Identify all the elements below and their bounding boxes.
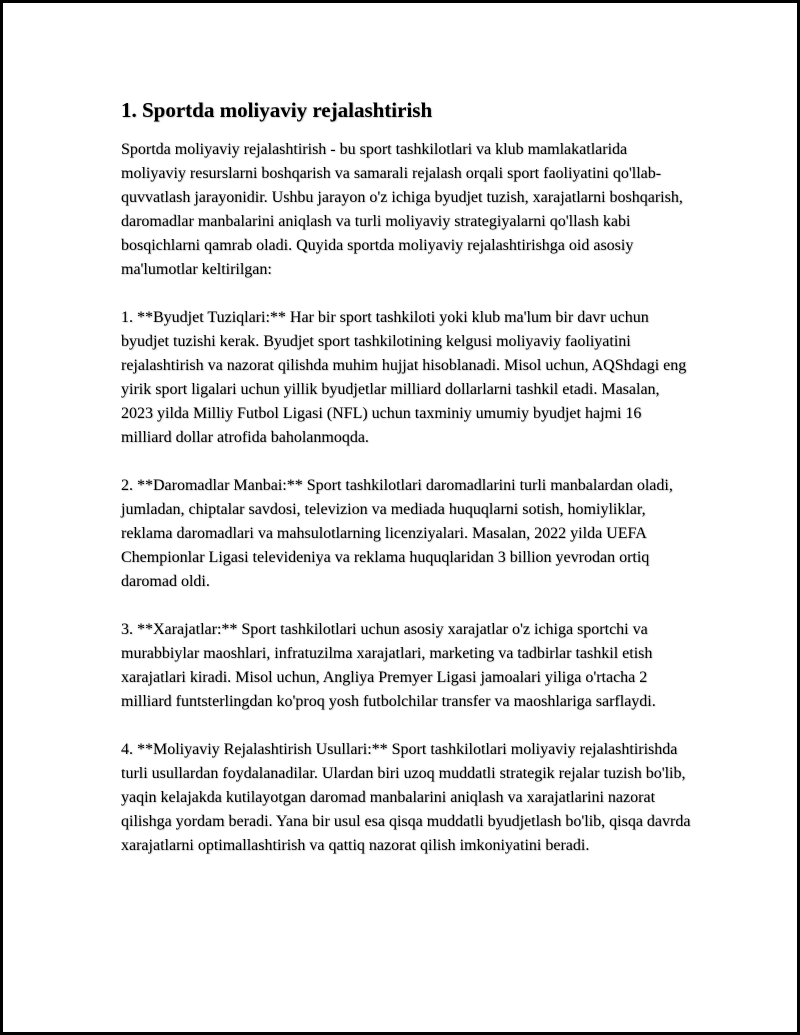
intro-paragraph: Sportda moliyaviy rejalashtirish - bu sport tashkilotlari va klub mamlakatlarida moliyaviy resurslarni boshqarish va samarali rejalash orqali sport faoliyatini qo'llab-quvvatlash jarayonidir. Ushbu jarayon o'z ichiga byudjet tuzish, xarajatlarni boshqarish, daromadlar manbalarini aniqlash va turli moliyaviy strategiyalarni qo'llash kabi bosqichlarni qamrab oladi. Quyida sportda moliyaviy rejalashtirishga oid asosiy ma'lumotlar keltirilgan: (121, 141, 683, 278)
expenses-paragraph: 3. **Xarajatlar:** Sport tashkilotlari uchun asosiy xarajatlar o'z ichiga sportchi va murabbiylar maoshlari, infratuzilma xarajatlari, marketing va tadbirlar tashkil etish xarajatlari kiradi. Misol uchun, Angliya Premyer Ligasi jamoalari yiliga o'rtacha 2 milliard funtsterlingdan ko'proq yosh futbolchilar transfer va maoshlariga sarflaydi. (121, 621, 656, 710)
income-sources-paragraph: 2. **Daromadlar Manbai:** Sport tashkilotlari daromadlarini turli manbalardan oladi, jumladan, chiptalar savdosi, televizion va mediada huquqlarni sotish, homiyliklar, reklama daromadlari va mahsulotlarning licenziyalari. Masalan, 2022 yilda UEFA Chempionlar Ligasi televideniya va reklama huquqlaridan 3 billion yevrodan ortiq daromad oldi. (121, 477, 673, 590)
section-heading: 1. Sportda moliyaviy rejalashtirish (121, 98, 433, 122)
document-body (121, 96, 695, 882)
planning-methods-paragraph: 4. **Moliyaviy Rejalashtirish Usullari:** Sport tashkilotlari moliyaviy rejalashtirishda turli usullardan foydalanadilar. Ulardan biri uzoq muddatli strategik rejalar tuzish bo'lib, yaqin kelajakda kutilayotgan daromad manbalarini aniqlash va xarajatlarini nazorat qilishga yordam beradi. Yana bir usul esa qisqa muddatli byudjetlash bo'lib, qisqa davrda xarajatlarni optimallashtirish va qattiq nazorat qilish imkoniyatini beradi. (121, 741, 691, 854)
budget-paragraph: 1. **Byudjet Tuziqlari:** Har bir sport tashkiloti yoki klub ma'lum bir davr uchun byudjet tuzishi kerak. Byudjet sport tashkilotining kelgusi moliyaviy faoliyatini rejalashtirish va nazorat qilishda muhim hujjat hisoblanadi. Misol uchun, AQShdagi eng yirik sport ligalari uchun yillik byudjetlar milliard dollarlarni tashkil etadi. Masalan, 2023 yilda Milliy Futbol Ligasi (NFL) uchun taxminiy umumiy byudjet hajmi 16 milliard dollar atrofida baholanmoqda. (121, 309, 687, 446)
